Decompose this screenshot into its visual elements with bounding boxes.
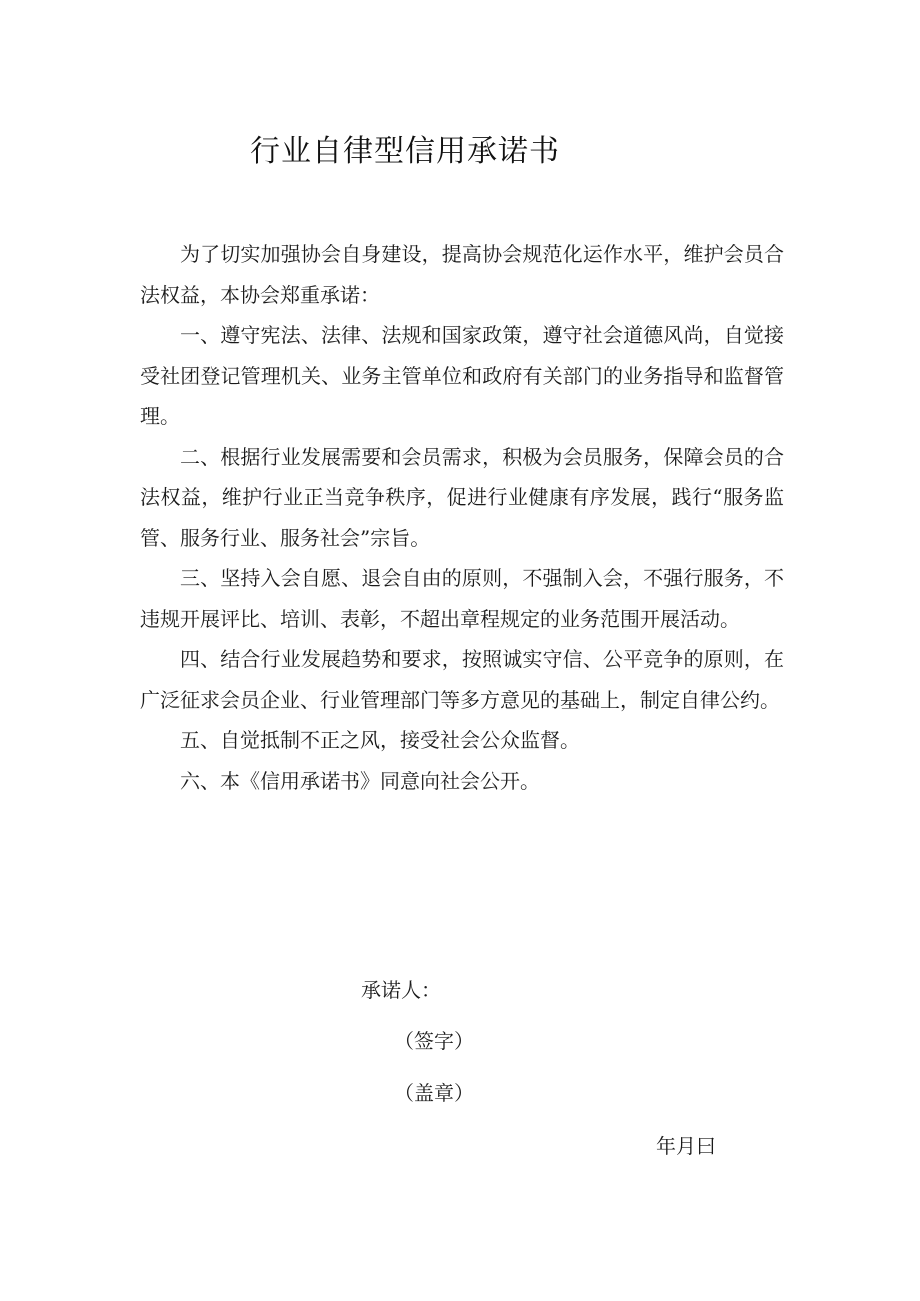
document-title: 行业自律型信用承诺书 <box>250 134 560 169</box>
signature-label: （签字） <box>394 1029 474 1053</box>
paragraph-item-4: 四、结合行业发展趋势和要求，按照诚实守信、公平竞争的原则，在广泛征求会员企业、行业管理部门等多方意见的基础上，制定自律公约。 <box>140 647 784 712</box>
paragraph-item-2: 二、根据行业发展需要和会员需求，积极为会员服务，保障会员的合法权益，维护行业正当竞争秩序，促进行业健康有序发展，践行“服务监管、服务行业、服务社会”宗旨。 <box>140 444 784 550</box>
seal-label: （盖章） <box>394 1081 474 1105</box>
paragraph-item-5: 五、自觉抵制不正之风，接受社会公众监督。 <box>180 728 580 752</box>
promisor-label: 承诺人： <box>361 978 441 1002</box>
paragraph-item-6: 六、本《信用承诺书》同意向社会公开。 <box>180 768 540 793</box>
paragraph-item-3: 三、坚持入会自愿、退会自由的原则，不强制入会，不强行服务，不违规开展评比、培训、表彰，不超出章程规定的业务范围开展活动。 <box>140 566 784 631</box>
date-label: 年月曰 <box>656 1134 716 1158</box>
paragraph-intro: 为了切实加强协会自身建设，提高协会规范化运作水平，维护会员合法权益，本协会郑重承诺： <box>140 242 784 307</box>
document-body <box>140 234 784 801</box>
paragraph-item-1: 一、遵守宪法、法律、法规和国家政策，遵守社会道德风尚，自觉接受社团登记管理机关、业务主管单位和政府有关部门的业务指导和监督管理。 <box>140 323 784 428</box>
